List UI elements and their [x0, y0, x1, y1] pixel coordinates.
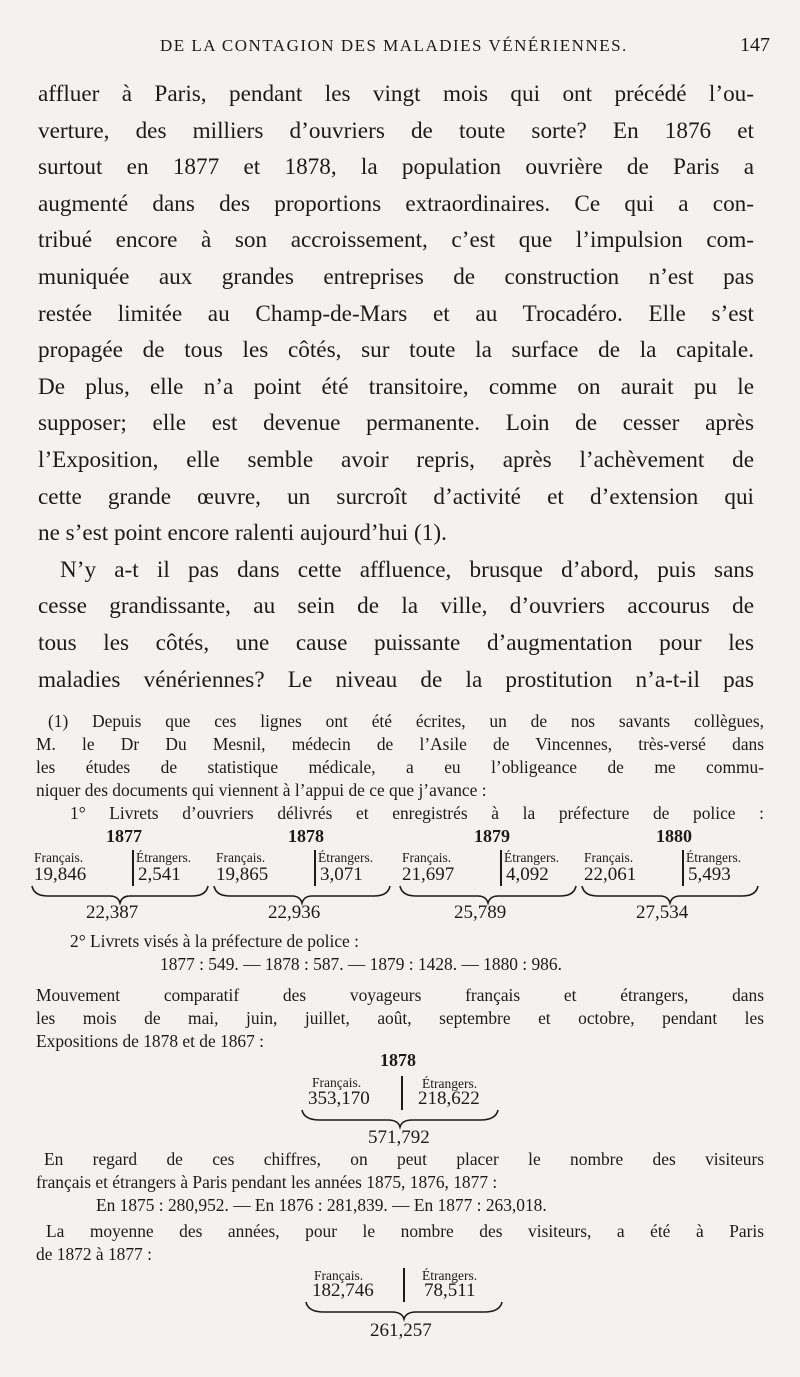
visas-title: 2° Livrets visés à la préfecture de police :: [70, 931, 359, 951]
livret-et-value: 4,092: [506, 864, 549, 885]
column-divider: [682, 850, 684, 886]
body-line: augmenté dans des proportions extraordinaires. Ce qui a con-: [38, 190, 754, 217]
livret-year: 1880: [656, 826, 692, 846]
livret-year: 1878: [288, 826, 324, 846]
livret-total: 27,534: [636, 902, 689, 923]
body-line: tribué encore à son accroissement, c’est que l’impulsion com-: [38, 227, 754, 254]
body-line: cesse grandissante, au sein de la ville, d’ouvriers accourus de: [38, 593, 754, 620]
livret-fr-label: Français.: [34, 850, 84, 865]
moyenne-et-value: 78,511: [424, 1280, 476, 1301]
mouvement-block: [36, 984, 764, 1053]
body-line: cette grande œuvre, un surcroît d’activité et d’extension qui: [38, 483, 754, 510]
livret-total: 22,936: [268, 902, 321, 923]
livret-total: 25,789: [454, 902, 507, 923]
livret-fr-label: Français.: [584, 850, 634, 865]
voyageurs-fr-label: Français.: [312, 1075, 362, 1090]
moyenne-line: La moyenne des années, pour le nombre des visiteurs, a été à Paris: [46, 1221, 764, 1241]
mouvement-line: Expositions de 1878 et de 1867 :: [36, 1031, 264, 1051]
body-line: verture, des milliers d’ouvriers de toute sorte? En 1876 et: [38, 117, 754, 144]
footnote-line: (1) Depuis que ces lignes ont été écrites, un de nos savants collègues,: [48, 711, 764, 731]
column-divider: [401, 1076, 403, 1110]
livret-et-label: Étrangers.: [504, 850, 560, 865]
total-brace: [212, 884, 392, 904]
livrets-table: [0, 826, 800, 926]
total-brace: [300, 1108, 500, 1128]
visiteurs-block: [36, 1148, 764, 1217]
body-line: tous les côtés, une cause puissante d’augmentation pour les: [38, 629, 754, 656]
body-line: N’y a-t il pas dans cette affluence, brusque d’abord, puis sans: [60, 556, 754, 583]
footnote-intro: [36, 710, 764, 825]
total-brace: [304, 1300, 504, 1320]
body-line: propagée de tous les côtés, sur toute la surface de la capitale.: [38, 337, 754, 364]
moyenne-line: de 1872 à 1877 :: [36, 1244, 152, 1264]
livret-fr-value: 19,846: [34, 864, 87, 885]
livret-total: 22,387: [86, 902, 139, 923]
column-divider: [314, 850, 316, 886]
visas-block: [36, 930, 764, 976]
moyenne-fr-label: Français.: [314, 1268, 364, 1283]
mouvement-line: les mois de mai, juin, juillet, août, septembre et octobre, pendant les: [36, 1008, 764, 1028]
voyageurs-total: 571,792: [368, 1127, 430, 1148]
moyenne-total: 261,257: [370, 1320, 432, 1341]
voyageurs-1878-table: [0, 1048, 800, 1148]
running-header: [30, 34, 770, 60]
footnote-line: les études de statistique médicale, a eu l’obligeance de me commu-: [36, 757, 764, 777]
voyageurs-et-value: 218,622: [418, 1088, 480, 1109]
visiteurs-line: En regard de ces chiffres, on peut placer le nombre des visiteurs: [44, 1149, 764, 1169]
body-line: l’Exposition, elle semble avoir repris, après l’achèvement de: [38, 446, 754, 473]
voyageurs-et-label: Étrangers.: [422, 1076, 478, 1091]
column-divider: [132, 850, 134, 886]
livret-fr-label: Français.: [216, 850, 266, 865]
body-line: maladies vénériennes? Le niveau de la prostitution n’a-t-il pas: [38, 666, 754, 693]
total-brace: [580, 884, 760, 904]
moyenne-block: [36, 1220, 764, 1266]
livret-fr-label: Français.: [402, 850, 452, 865]
main-paragraphs: [38, 76, 754, 698]
livret-year: 1879: [474, 826, 510, 846]
visiteurs-line: En 1875 : 280,952. — En 1876 : 281,839. — En 1877 : 263,018.: [96, 1195, 547, 1215]
body-line: De plus, elle n’a point été transitoire, comme on aurait pu le: [38, 373, 754, 400]
body-line: restée limitée au Champ-de-Mars et au Trocadéro. Elle s’est: [38, 300, 754, 327]
column-divider: [500, 850, 502, 886]
voyageurs-fr-value: 353,170: [308, 1088, 370, 1109]
livret-et-label: Étrangers.: [136, 850, 192, 865]
livret-et-value: 3,071: [320, 864, 363, 885]
visas-line: 1877 : 549. — 1878 : 587. — 1879 : 1428. — 1880 : 986.: [160, 954, 562, 974]
livret-fr-value: 19,865: [216, 864, 269, 885]
total-brace: [30, 884, 210, 904]
livret-et-value: 5,493: [688, 864, 731, 885]
body-line: ne s’est point encore ralenti aujourd’hui (1).: [38, 520, 447, 547]
livret-et-label: Étrangers.: [318, 850, 374, 865]
moyenne-et-label: Étrangers.: [422, 1268, 478, 1283]
footnote-line: 1° Livrets d’ouvriers délivrés et enregistrés à la préfecture de police :: [70, 803, 764, 823]
running-title: DE LA CONTAGION DES MALADIES VÉNÉRIENNES.: [160, 36, 628, 55]
moyenne-table: [0, 1264, 800, 1374]
livret-et-label: Étrangers.: [686, 850, 742, 865]
livret-fr-value: 21,697: [402, 864, 455, 885]
footnote-line: M. le Dr Du Mesnil, médecin de l’Asile de Vincennes, très-versé dans: [36, 734, 764, 754]
body-line: affluer à Paris, pendant les vingt mois qui ont précédé l’ou-: [38, 81, 754, 107]
page-number: 147: [740, 34, 770, 56]
livret-year: 1877: [106, 826, 142, 846]
moyenne-fr-value: 182,746: [312, 1280, 374, 1301]
total-brace: [398, 884, 578, 904]
mouvement-line: Mouvement comparatif des voyageurs français et étrangers, dans: [36, 985, 764, 1005]
body-line: muniquée aux grandes entreprises de construction n’est pas: [38, 263, 754, 290]
voyageurs-year: 1878: [380, 1050, 416, 1070]
visiteurs-line: français et étrangers à Paris pendant les années 1875, 1876, 1877 :: [36, 1172, 498, 1192]
footnote-line: niquer des documents qui viennent à l’appui de ce que j’avance :: [36, 780, 487, 800]
body-line: supposer; elle est devenue permanente. Loin de cesser après: [38, 410, 754, 437]
column-divider: [403, 1268, 405, 1302]
livret-et-value: 2,541: [138, 864, 181, 885]
body-line: surtout en 1877 et 1878, la population ouvrière de Paris a: [38, 154, 754, 181]
livret-fr-value: 22,061: [584, 864, 637, 885]
